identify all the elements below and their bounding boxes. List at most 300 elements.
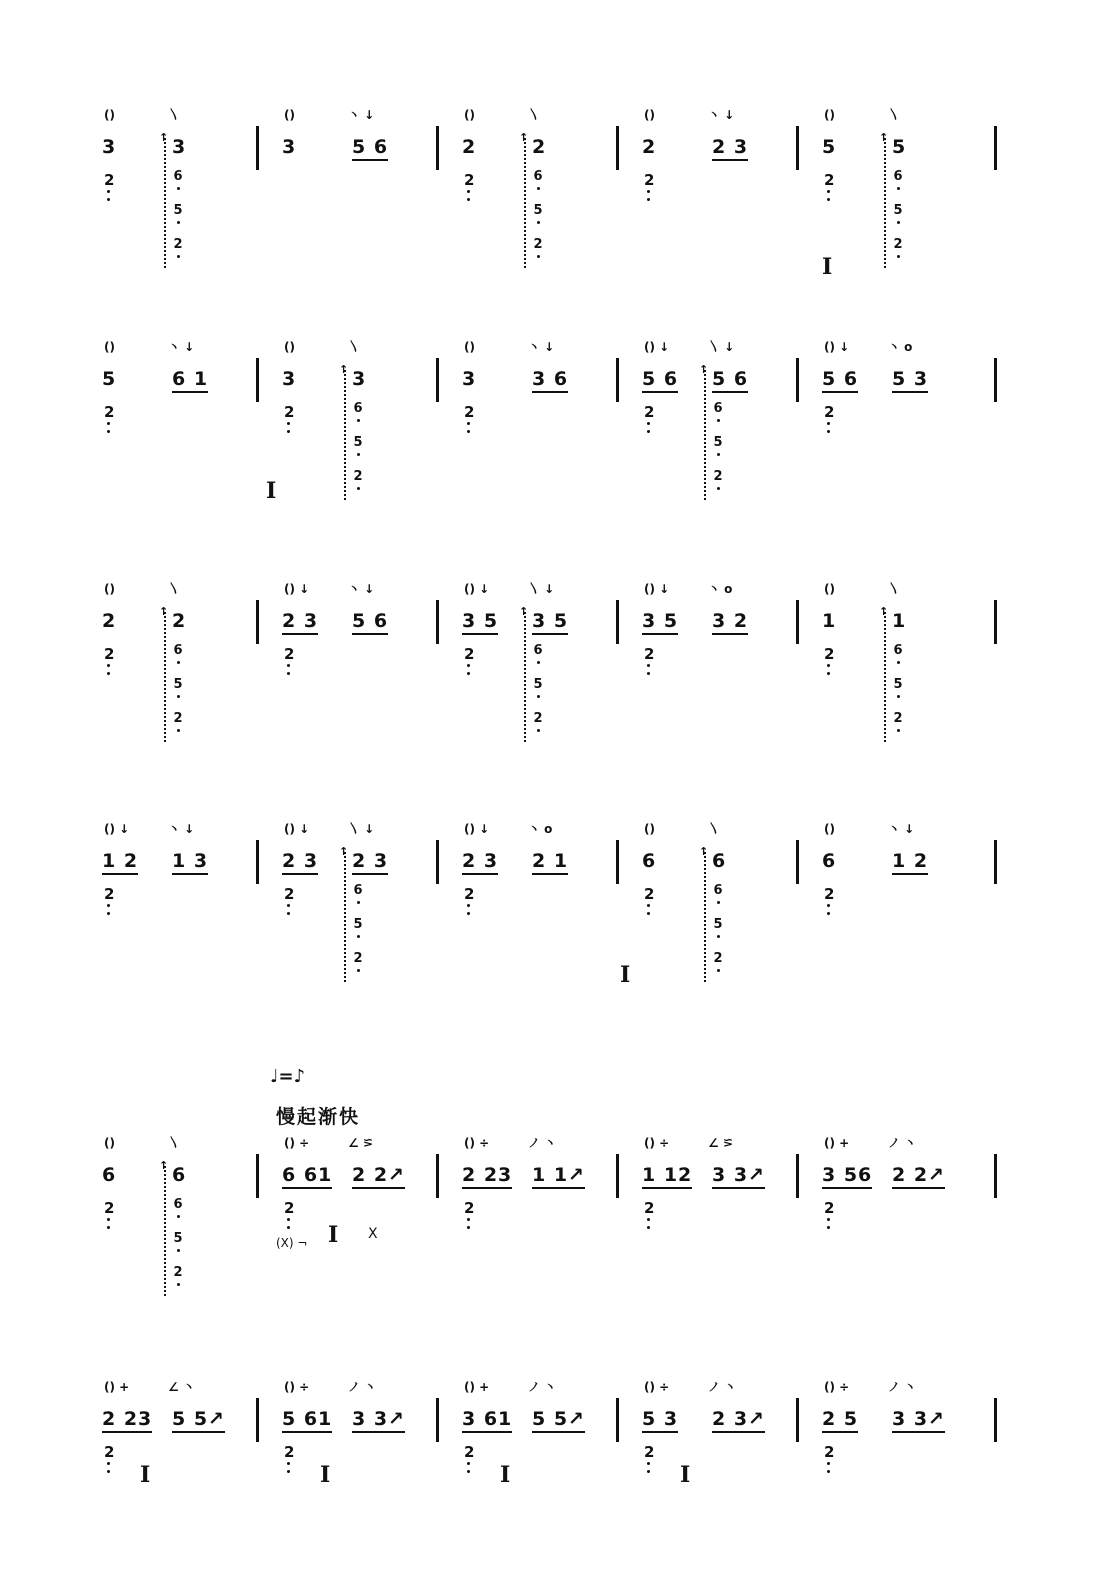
bass-note: 2 [464, 171, 475, 189]
measure [96, 108, 276, 318]
technique-mark: 丶 ↓ [528, 340, 555, 354]
technique-mark: 丶 ↓ [348, 582, 375, 596]
technique-mark: 丶 o [528, 822, 553, 836]
technique-mark: 〵 [168, 108, 181, 122]
chord-dot [537, 661, 540, 664]
measure [620, 822, 816, 1032]
technique-mark: () ↓ [464, 582, 490, 596]
chord-dot [177, 695, 180, 698]
chord-dot [897, 221, 900, 224]
bass-dot [647, 430, 650, 433]
note: 3 61 [462, 1408, 512, 1433]
note: 5 [892, 136, 907, 158]
chord-dot [537, 729, 540, 732]
note: 5 6 [352, 136, 388, 161]
arpeggio-arrow-icon: ↑ [159, 131, 169, 144]
arpeggio-line [524, 612, 526, 742]
bass-dot [467, 1470, 470, 1473]
bass-dot [467, 1462, 470, 1465]
measure [816, 1380, 996, 1590]
measure [266, 340, 456, 550]
bass-dot [827, 430, 830, 433]
note: 2 3 [462, 850, 498, 875]
bass-dot [827, 1226, 830, 1229]
arpeggio-arrow-icon: ↑ [339, 363, 349, 376]
technique-mark: () [644, 822, 655, 836]
note: 3 [282, 136, 297, 158]
bass-note: 2 [104, 403, 115, 421]
note: 2 3 [712, 136, 748, 161]
chord-dot [717, 453, 720, 456]
bass-dot [287, 672, 290, 675]
technique-mark: () [284, 108, 295, 122]
chord-dot [717, 419, 720, 422]
arpeggio-line [164, 138, 166, 268]
chord-note: 5 [173, 677, 183, 692]
technique-mark: () [104, 1136, 115, 1150]
technique-mark: () ↓ [824, 340, 850, 354]
note: 1 12 [642, 1164, 692, 1189]
bass-note: 2 [104, 171, 115, 189]
arpeggio-arrow-icon: ↑ [159, 1159, 169, 1172]
note: 2 5 [822, 1408, 858, 1433]
technique-mark: 〵 [888, 108, 901, 122]
bass-dot [107, 190, 110, 193]
chord-note: 5 [533, 203, 543, 218]
technique-mark: 〵 [708, 822, 721, 836]
bass-dot [827, 672, 830, 675]
technique-mark: 〵 [528, 108, 541, 122]
technique-mark: 丶 ↓ [168, 822, 195, 836]
technique-mark: () ↓ [644, 582, 670, 596]
arpeggio-arrow-icon: ↑ [879, 605, 889, 618]
note: 3 [102, 136, 117, 158]
bass-dot [827, 912, 830, 915]
arpeggio-arrow-icon: ↑ [519, 131, 529, 144]
arpeggio-line [344, 370, 346, 500]
chord-dot [537, 187, 540, 190]
note: 5 [102, 368, 117, 390]
x-mark: X [368, 1226, 378, 1242]
note: 6 1 [172, 368, 208, 393]
bass-dot [107, 1470, 110, 1473]
bass-dot [827, 904, 830, 907]
bass-dot [107, 1462, 110, 1465]
note: 2 3 [282, 850, 318, 875]
bass-note: 2 [824, 1199, 835, 1217]
technique-mark: 〵 ↓ [528, 582, 555, 596]
bass-dot [467, 422, 470, 425]
bass-dot [827, 198, 830, 201]
chord-note: 5 [893, 203, 903, 218]
bass-note: 2 [824, 171, 835, 189]
chord-note: 5 [173, 203, 183, 218]
bass-dot [287, 912, 290, 915]
technique-mark: () [824, 822, 835, 836]
technique-mark: () ↓ [104, 822, 130, 836]
measure [276, 822, 456, 1032]
chord-note: 6 [533, 643, 543, 658]
technique-mark: 丶 ↓ [168, 340, 195, 354]
chord-note: 5 [173, 1231, 183, 1246]
chord-note: 2 [533, 711, 543, 726]
bass-dot [647, 1218, 650, 1221]
bass-dot [647, 1470, 650, 1473]
note: 2 23 [102, 1408, 152, 1433]
bass-dot [467, 664, 470, 667]
measure [816, 108, 996, 318]
arpeggio-arrow-icon: ↑ [879, 131, 889, 144]
measure [456, 822, 636, 1032]
chord-dot [177, 661, 180, 664]
note: 2 [172, 610, 187, 632]
bass-note: 2 [284, 645, 295, 663]
chord-dot [897, 695, 900, 698]
chord-note: 2 [893, 237, 903, 252]
technique-mark: () [284, 340, 295, 354]
technique-mark: () ÷ [284, 1380, 310, 1394]
technique-mark: () [464, 108, 475, 122]
staff-system [0, 822, 1104, 1022]
note: 2 [102, 610, 117, 632]
tempo-marking: ♩=♪ [270, 1066, 306, 1087]
chord-note: 6 [713, 883, 723, 898]
technique-mark: () + [824, 1136, 850, 1150]
bass-note: 2 [284, 403, 295, 421]
chord-dot [177, 187, 180, 190]
bass-note: 2 [824, 885, 835, 903]
bass-dot [287, 904, 290, 907]
technique-mark: 〵 [168, 582, 181, 596]
chord-dot [897, 729, 900, 732]
bass-dot [287, 1226, 290, 1229]
bass-dot [107, 664, 110, 667]
note: 1 1↗ [532, 1164, 585, 1189]
bass-note: 2 [284, 1443, 295, 1461]
bass-dot [647, 912, 650, 915]
bass-dot [107, 422, 110, 425]
technique-mark: () ÷ [464, 1136, 490, 1150]
bass-note: 2 [824, 1443, 835, 1461]
note: 5 6 [642, 368, 678, 393]
note: 6 [642, 850, 657, 872]
technique-mark: ∠ ⪞ [348, 1136, 373, 1150]
note: 1 [822, 610, 837, 632]
section-mark: I [620, 962, 631, 988]
technique-mark: ノ 丶 [528, 1136, 557, 1150]
note: 1 2 [892, 850, 928, 875]
note: 2 2↗ [352, 1164, 405, 1189]
technique-mark: () [644, 108, 655, 122]
section-mark: I [680, 1462, 691, 1488]
technique-mark: () ÷ [824, 1380, 850, 1394]
note: 5 6 [352, 610, 388, 635]
bass-dot [287, 1470, 290, 1473]
bass-dot [107, 198, 110, 201]
bass-dot [467, 672, 470, 675]
staff-system [0, 1136, 1104, 1336]
bass-note: 2 [284, 1199, 295, 1217]
note: 5 61 [282, 1408, 332, 1433]
chord-note: 2 [893, 711, 903, 726]
chord-note: 5 [353, 917, 363, 932]
measure [636, 1380, 816, 1590]
bass-dot [647, 672, 650, 675]
bass-note: 2 [644, 885, 655, 903]
note: 3 [352, 368, 367, 390]
section-mark: I [500, 1462, 511, 1488]
technique-mark: 〵 ↓ [708, 340, 735, 354]
bass-note: 2 [824, 645, 835, 663]
bass-dot [287, 430, 290, 433]
measure [456, 340, 636, 550]
measure [816, 582, 996, 792]
technique-mark: ノ 丶 [708, 1380, 737, 1394]
note: 3 6 [532, 368, 568, 393]
note: 3 [282, 368, 297, 390]
bass-dot [827, 1470, 830, 1473]
chord-dot [357, 901, 360, 904]
bass-dot [467, 912, 470, 915]
arpeggio-line [884, 138, 886, 268]
measure [636, 1136, 816, 1346]
measure [456, 1136, 636, 1346]
bass-note: 2 [644, 1443, 655, 1461]
section-mark: I [140, 1462, 151, 1488]
chord-dot [177, 1215, 180, 1218]
technique-mark: ノ 丶 [348, 1380, 377, 1394]
bass-dot [647, 904, 650, 907]
bass-note: 2 [284, 885, 295, 903]
bass-note: 2 [464, 885, 475, 903]
note: 5 5↗ [532, 1408, 585, 1433]
note: 6 61 [282, 1164, 332, 1189]
chord-note: 5 [893, 677, 903, 692]
chord-dot [177, 1249, 180, 1252]
note: 6 [102, 1164, 117, 1186]
bass-dot [107, 904, 110, 907]
note: 5 3 [892, 368, 928, 393]
bass-dot [107, 430, 110, 433]
note: 6 [172, 1164, 187, 1186]
technique-mark: 丶 o [708, 582, 733, 596]
staff-system [0, 1380, 1104, 1580]
measure [96, 822, 276, 1032]
chord-note: 5 [533, 677, 543, 692]
note: 3 [462, 368, 477, 390]
note: 1 2 [102, 850, 138, 875]
note: 5 3 [642, 1408, 678, 1433]
bass-dot [647, 422, 650, 425]
note: 2 [532, 136, 547, 158]
arpeggio-arrow-icon: ↑ [159, 605, 169, 618]
bass-note: 2 [644, 403, 655, 421]
arpeggio-line [164, 612, 166, 742]
bass-note: 2 [464, 1443, 475, 1461]
technique-mark: ノ 丶 [888, 1380, 917, 1394]
technique-mark: () ↓ [284, 822, 310, 836]
arpeggio-arrow-icon: ↑ [699, 363, 709, 376]
bass-dot [647, 1462, 650, 1465]
note: 2 [642, 136, 657, 158]
arpeggio-line [704, 852, 706, 982]
chord-note: 5 [353, 435, 363, 450]
bass-note: 2 [824, 403, 835, 421]
technique-mark: 丶 o [888, 340, 913, 354]
technique-mark: ∠ ⪞ [708, 1136, 733, 1150]
chord-dot [897, 661, 900, 664]
note: 3 3↗ [352, 1408, 405, 1433]
note: 3 56 [822, 1164, 872, 1189]
chord-note: 2 [173, 711, 183, 726]
bass-dot [467, 430, 470, 433]
bass-note: 2 [104, 885, 115, 903]
bass-dot [647, 664, 650, 667]
chord-dot [357, 453, 360, 456]
note: 2 3 [282, 610, 318, 635]
chord-note: 2 [713, 951, 723, 966]
measure [276, 108, 456, 318]
note: 2 3↗ [712, 1408, 765, 1433]
chord-dot [717, 901, 720, 904]
bass-dot [107, 672, 110, 675]
chord-dot [357, 969, 360, 972]
technique-mark: ∠ 丶 [168, 1380, 195, 1394]
technique-mark: () ÷ [644, 1136, 670, 1150]
note: 5 6 [712, 368, 748, 393]
bass-dot [107, 1218, 110, 1221]
bass-dot [647, 190, 650, 193]
section-mark: I [320, 1462, 331, 1488]
bass-dot [647, 1226, 650, 1229]
chord-note: 6 [533, 169, 543, 184]
chord-note: 2 [173, 1265, 183, 1280]
measure [96, 340, 276, 550]
note: 2 3 [352, 850, 388, 875]
technique-mark: () ÷ [644, 1380, 670, 1394]
chord-note: 5 [713, 435, 723, 450]
measure [456, 108, 636, 318]
bass-dot [467, 198, 470, 201]
note: 6 [712, 850, 727, 872]
technique-mark: 丶 ↓ [348, 108, 375, 122]
measure [816, 340, 996, 550]
chord-note: 6 [173, 643, 183, 658]
bass-note: 2 [464, 1199, 475, 1217]
note: 3 5 [462, 610, 498, 635]
chord-note: 6 [893, 169, 903, 184]
chord-note: 6 [713, 401, 723, 416]
bass-dot [467, 904, 470, 907]
chord-note: 6 [353, 401, 363, 416]
bass-dot [827, 1218, 830, 1221]
note: 5 [822, 136, 837, 158]
chord-note: 2 [713, 469, 723, 484]
bass-dot [467, 1218, 470, 1221]
note: 5 5↗ [172, 1408, 225, 1433]
bass-dot [107, 1226, 110, 1229]
bass-note: 2 [104, 1443, 115, 1461]
arpeggio-line [344, 852, 346, 982]
measure [816, 822, 996, 1032]
chord-dot [717, 935, 720, 938]
note: 3 3↗ [712, 1164, 765, 1189]
technique-mark: () ↓ [284, 582, 310, 596]
bass-dot [827, 1462, 830, 1465]
measure [636, 108, 816, 318]
bass-note: 2 [644, 645, 655, 663]
bass-note: 2 [104, 1199, 115, 1217]
note: 2 23 [462, 1164, 512, 1189]
chord-note: 2 [353, 469, 363, 484]
chord-note: 2 [533, 237, 543, 252]
technique-mark: 丶 ↓ [708, 108, 735, 122]
bass-dot [647, 198, 650, 201]
bass-note: 2 [644, 171, 655, 189]
note: 1 3 [172, 850, 208, 875]
arpeggio-arrow-icon: ↑ [519, 605, 529, 618]
measure [456, 1380, 636, 1590]
arpeggio-line [704, 370, 706, 500]
technique-mark: () [104, 582, 115, 596]
section-mark: I [328, 1222, 339, 1248]
chord-dot [357, 935, 360, 938]
chord-dot [177, 729, 180, 732]
chord-dot [537, 221, 540, 224]
staff-system [0, 108, 1104, 308]
technique-mark: 〵 ↓ [348, 822, 375, 836]
technique-mark: () [104, 108, 115, 122]
note: 3 5 [642, 610, 678, 635]
bass-note: 2 [464, 645, 475, 663]
chord-note: 2 [173, 237, 183, 252]
bass-note: 2 [464, 403, 475, 421]
measure [456, 582, 636, 792]
measure [636, 340, 816, 550]
technique-mark: () ↓ [464, 822, 490, 836]
chord-note: 6 [893, 643, 903, 658]
staff-system [0, 582, 1104, 782]
bass-dot [287, 422, 290, 425]
arpeggio-arrow-icon: ↑ [699, 845, 709, 858]
bass-dot [287, 664, 290, 667]
arpeggio-line [884, 612, 886, 742]
chord-note: 6 [173, 169, 183, 184]
technique-mark: () [464, 340, 475, 354]
chord-note: 2 [353, 951, 363, 966]
technique-mark: () ↓ [644, 340, 670, 354]
bass-dot [827, 422, 830, 425]
note: 3 [172, 136, 187, 158]
arpeggio-line [524, 138, 526, 268]
note: 3 2 [712, 610, 748, 635]
note: 3 3↗ [892, 1408, 945, 1433]
bracket-x-mark: (X) ¬ [276, 1236, 308, 1250]
technique-mark: ノ 丶 [528, 1380, 557, 1394]
chord-dot [177, 1283, 180, 1286]
bass-dot [827, 190, 830, 193]
technique-mark: () + [464, 1380, 490, 1394]
bass-note: 2 [644, 1199, 655, 1217]
section-mark: I [266, 478, 277, 504]
bass-dot [107, 912, 110, 915]
technique-mark: () + [104, 1380, 130, 1394]
technique-mark: () [104, 340, 115, 354]
arpeggio-line [164, 1166, 166, 1296]
measure [636, 582, 816, 792]
chord-dot [537, 695, 540, 698]
technique-mark: () [824, 108, 835, 122]
